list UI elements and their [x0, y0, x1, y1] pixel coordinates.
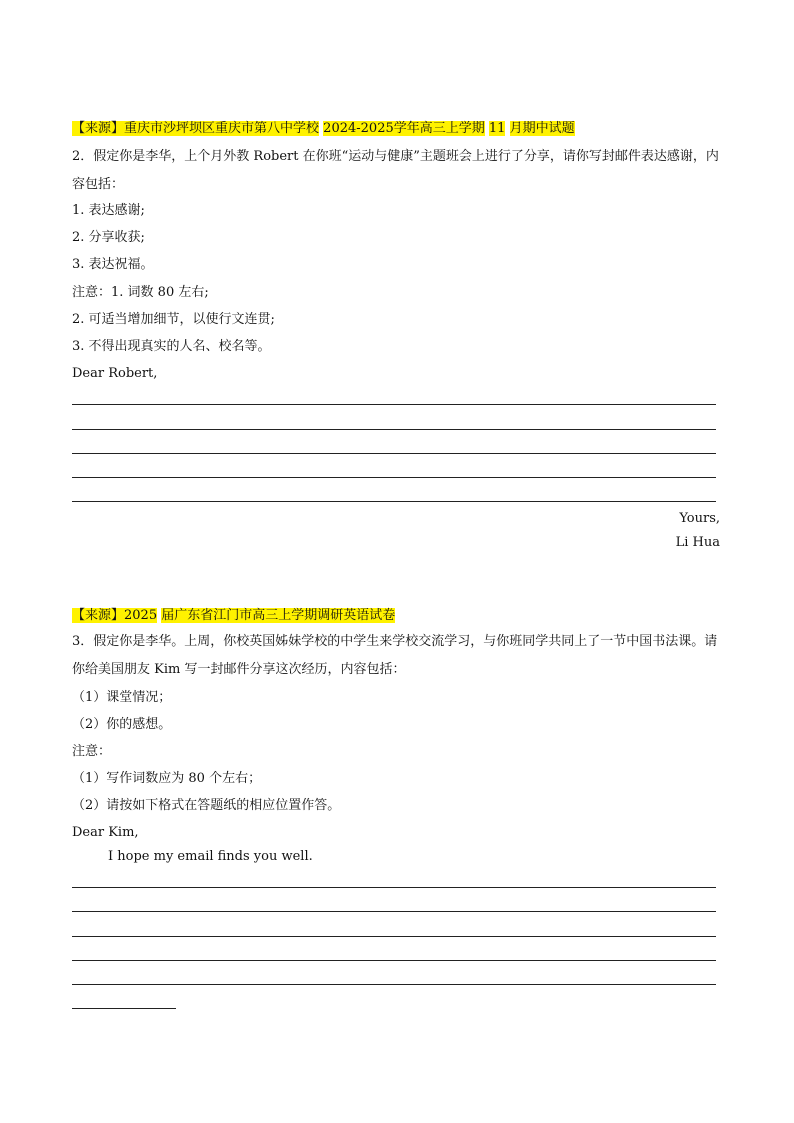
q2-note-1: 注意：1. 词数 80 左右; — [72, 285, 209, 300]
q3-answer-line-6 — [72, 1008, 176, 1009]
q2-answer-line-5 — [72, 501, 716, 502]
q2-answer-line-3 — [72, 453, 716, 454]
q2-item-3: 3. 表达祝福。 — [72, 257, 154, 272]
q2-answer-line-2 — [72, 429, 716, 430]
q2-source-month: 11 — [488, 121, 506, 136]
q3-source-line — [72, 607, 395, 625]
q2-salutation: Dear Robert, — [72, 366, 158, 381]
q3-source-exam: 届广东省江门市高三上学期调研英语试卷 — [161, 608, 396, 623]
q3-item-1: （1）课堂情况； — [72, 690, 172, 705]
q2-item-1: 1. 表达感谢; — [72, 203, 145, 218]
q3-notes-title: 注意： — [72, 744, 112, 759]
q2-source-term: 学年高三上学期 — [393, 121, 485, 136]
q3-answer-line-4 — [72, 960, 716, 961]
q3-note-1: （1）写作词数应为 80 个左右； — [72, 771, 262, 786]
q2-note-2: 2. 可适当增加细节，以使行文连贯; — [72, 312, 275, 327]
q3-answer-line-2 — [72, 911, 716, 912]
q2-source-year: 2024-2025 — [323, 121, 394, 136]
q2-source-exam: 月期中试题 — [509, 121, 575, 136]
q3-opening: I hope my email finds you well. — [108, 849, 313, 864]
q3-answer-line-3 — [72, 936, 716, 937]
q3-salutation: Dear Kim, — [72, 825, 139, 840]
q3-answer-line-1 — [72, 887, 716, 888]
q2-signature: Li Hua — [675, 535, 720, 550]
q3-note-2: （2）请按如下格式在答题纸的相应位置作答。 — [72, 798, 341, 813]
q2-source-line — [72, 120, 575, 138]
q3-item-2: （2）你的感想。 — [72, 717, 172, 732]
q2-answer-line-1 — [72, 404, 716, 405]
q2-item-2: 2. 分享收获; — [72, 230, 145, 245]
q3-source-bracket: 【来源】 — [72, 608, 125, 623]
q2-source-school: 重庆市沙坪坝区重庆市第八中学校 — [124, 121, 320, 136]
q2-answer-line-4 — [72, 477, 716, 478]
q2-source-bracket: 【来源】 — [72, 121, 125, 136]
q2-prompt: 2．假定你是李华，上个月外教 Robert 在你班“运动与健康”主题班会上进行了分享，请你写封邮件表达感谢，内容包括： — [72, 149, 719, 192]
q3-source-year: 2025 — [124, 608, 158, 623]
q3-answer-line-5 — [72, 984, 716, 985]
q3-prompt: 3．假定你是李华。上周，你校英国姊妹学校的中学生来学校交流学习，与你班同学共同上了一节中国书法课。请你给美国朋友 Kim 写一封邮件分享这次经历，内容包括： — [72, 634, 718, 677]
q2-note-3: 3. 不得出现真实的人名、校名等。 — [72, 339, 271, 354]
q2-closing: Yours, — [679, 511, 720, 526]
